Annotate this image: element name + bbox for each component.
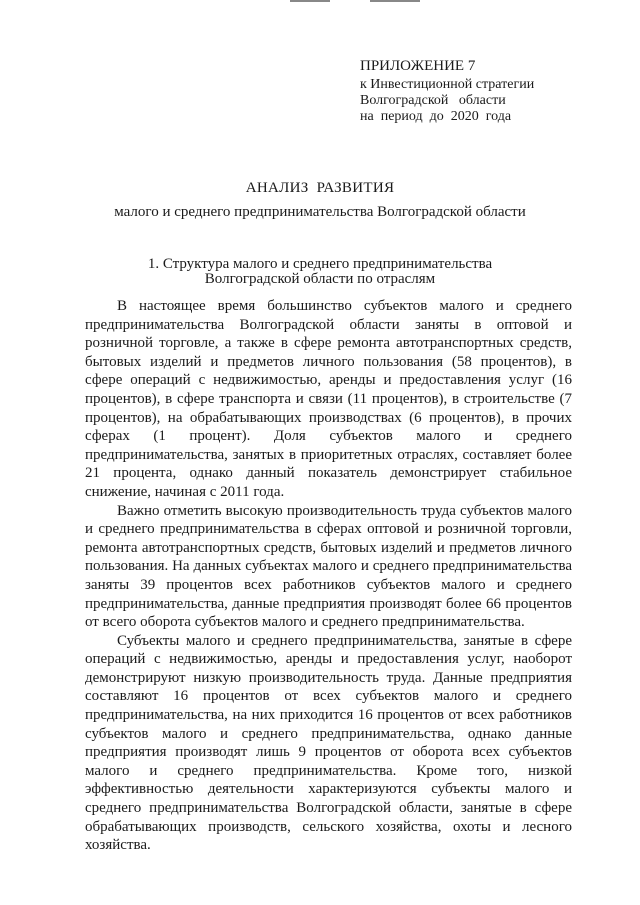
section-heading xyxy=(0,257,640,287)
appendix-number: ПРИЛОЖЕНИЕ 7 xyxy=(360,58,476,74)
section-heading-line: 1. Структура малого и среднего предпринимательства xyxy=(147,256,493,272)
appendix-line: к Инвестиционной стратегии xyxy=(360,77,535,92)
section-heading-line: Волгоградской области по отраслям xyxy=(204,271,436,287)
document-subtitle: малого и среднего предпринимательства Волгоградской области xyxy=(114,204,526,220)
appendix-line: на период до 2020 года xyxy=(360,109,512,124)
paragraph: Важно отметить высокую производительность труда субъектов малого и среднего предпринимательства в сферах оптовой и розничной торговли, ремонта автотранспортных средств, бытовых изделий и предметов личного пользования. На данных субъектах малого и среднего предпринимательства заняты 39 процентов всех работников субъектов малого и среднего предпринимательства, данные предприятия производят более 66 процентов от всего оборота субъектов малого и среднего предпринимательства. xyxy=(85,502,572,631)
paragraph: В настоящее время большинство субъектов малого и среднего предпринимательства Волгоградской области заняты в оптовой и розничной торговле, а также в сфере ремонта автотранспортных средств, бытовых изделий и предметов личного пользования (58 процентов), в сфере операций с недвижимостью, аренды и предоставления услуг (16 процентов), в сфере транспорта и связи (11 процентов), в строительстве (7 процентов), на обрабатывающих производствах (6 процентов), в прочих сферах (1 процент). Доля субъектов малого и среднего предпринимательства, занятых в приоритетных отраслях, составляет более 21 процента, однако данный показатель демонстрирует стабильное снижение, начиная с 2011 года. xyxy=(85,298,572,500)
document-title: АНАЛИЗ РАЗВИТИЯ xyxy=(245,180,395,196)
appendix-header xyxy=(360,58,560,125)
top-scan-mark xyxy=(290,0,430,2)
body-text xyxy=(85,297,572,855)
paragraph: Субъекты малого и среднего предпринимательства, занятые в сфере операций с недвижимостью, аренды и предоставления услуг, наоборот демонстрируют низкую производительность труда. Данные предприятия составляют 16 процентов от всех субъектов малого и среднего предпринимательства, на них приходится 16 процентов от всех работников субъектов малого и среднего предпринимательства, однако данные предприятия производят лишь 9 процентов от оборота всех субъектов малого и среднего предпринимательства. Кроме того, низкой эффективностью деятельности характеризуются субъекты малого и среднего предпринимательства Волгоградской области, занятые в сфере обрабатывающих производств, сельского хозяйства, охоты и лесного хозяйства. xyxy=(85,632,572,854)
appendix-line: Волгоградской области xyxy=(360,93,506,108)
